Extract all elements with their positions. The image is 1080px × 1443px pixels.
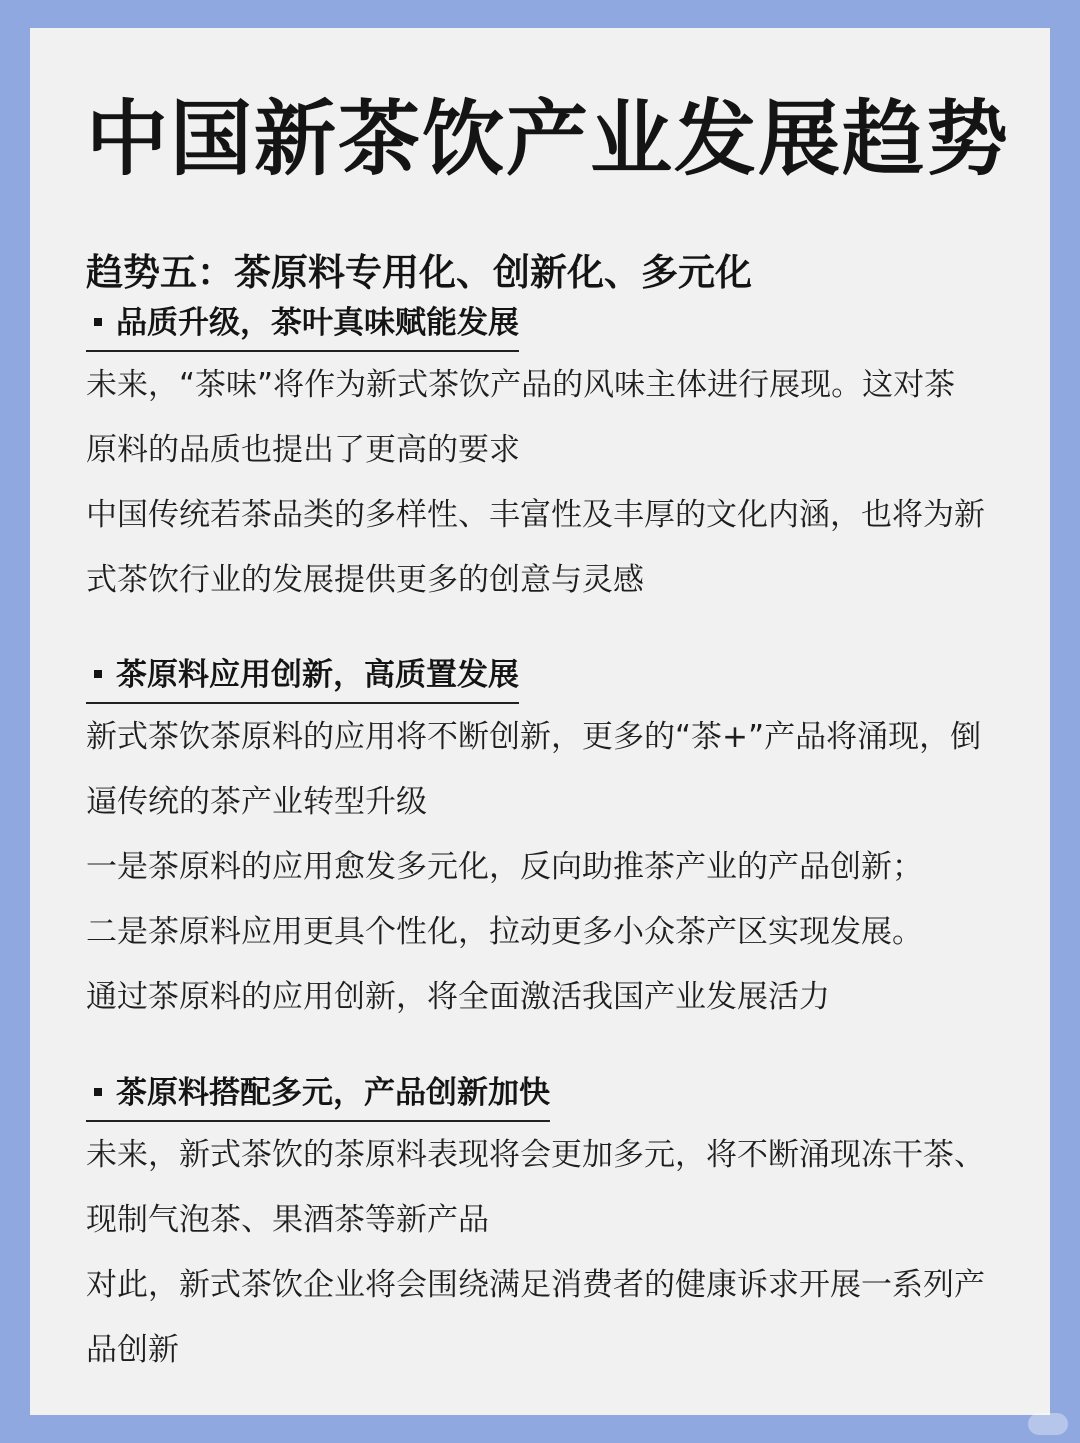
paragraph: 二是茶原料应用更具个性化，拉动更多小众茶产区实现发展。 [86,914,923,950]
paragraph: 新式茶饮茶原料的应用将不断创新，更多的“茶+”产品将涌现，倒逼传统的茶产业转型升级 [86,719,982,820]
section-heading-text: 茶原料搭配多元，产品创新加快 [116,1075,550,1111]
paragraph: 中国传统若茶品类的多样性、丰富性及丰厚的文化内涵，也将为新式茶饮行业的发展提供更多的创意与灵感 [86,497,985,598]
page-title: 中国新茶饮产业发展趋势 [86,92,1011,187]
paragraph: 未来，“茶味”将作为新式茶饮产品的风味主体进行展现。这对茶原料的品质也提出了更高的要求 [86,367,956,468]
paragraph: 一是茶原料的应用愈发多元化，反向助推茶产业的产品创新； [86,849,923,885]
section-heading-text: 品质升级，茶叶真味赋能发展 [116,305,519,341]
section-heading-diversity [86,1068,550,1122]
square-bullet-icon [94,318,102,326]
content-card [30,28,1050,1415]
paragraph: 未来，新式茶饮的茶原料表现将会更加多元，将不断涌现冻干茶、现制气泡茶、果酒茶等新产品 [86,1137,985,1238]
section-heading-innovation [86,650,519,704]
square-bullet-icon [94,1088,102,1096]
paragraph: 对此，新式茶饮企业将会围绕满足消费者的健康诉求开展一系列产品创新 [86,1267,985,1368]
section-heading-text: 茶原料应用创新，高质置发展 [116,657,519,693]
square-bullet-icon [94,670,102,678]
section-heading-quality [86,298,519,352]
trend-subtitle: 趋势五：茶原料专用化、创新化、多元化 [86,251,752,294]
paragraph: 通过茶原料的应用创新，将全面激活我国产业发展活力 [86,979,830,1015]
watermark-logo [1028,1413,1068,1435]
